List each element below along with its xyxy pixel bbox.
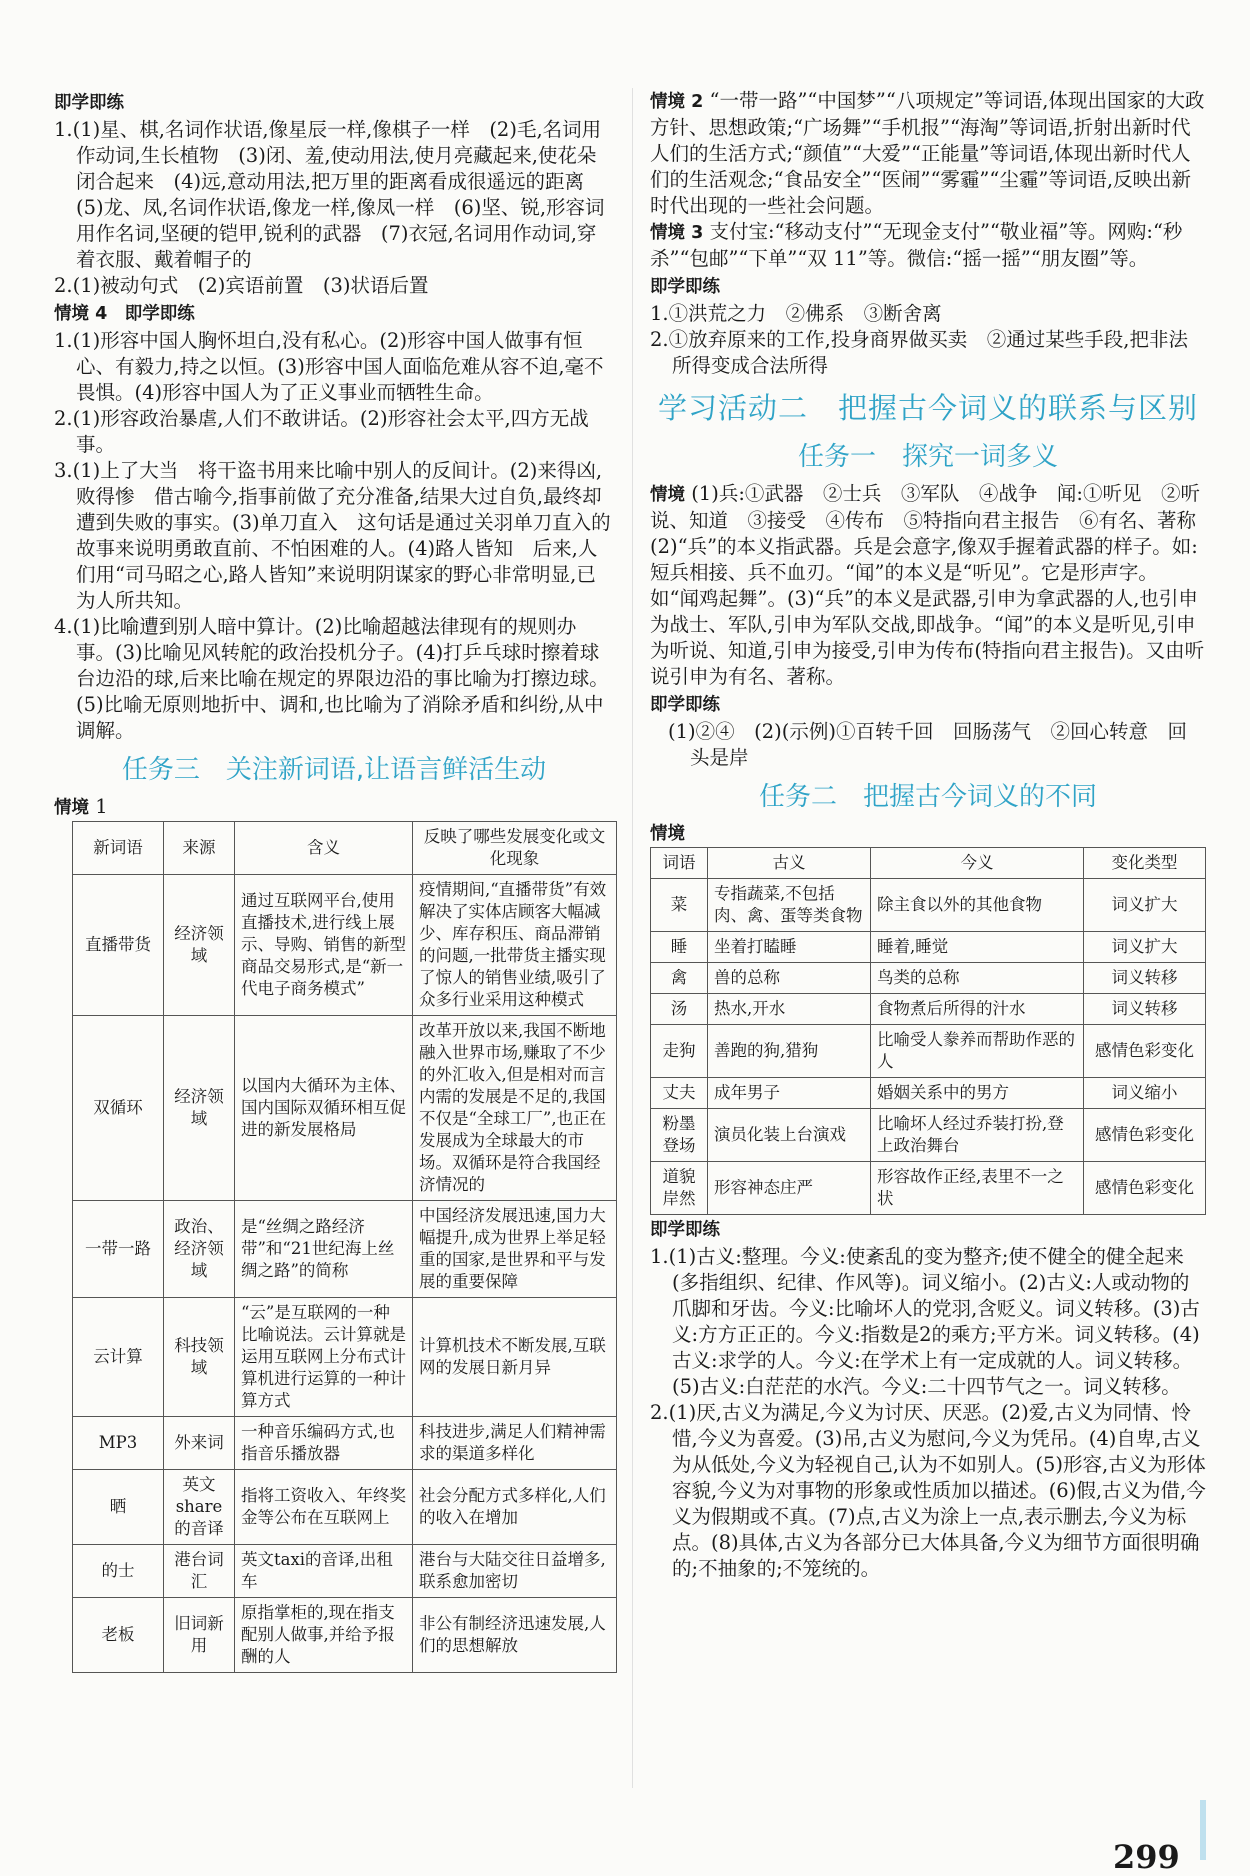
header-cell: 古义 xyxy=(708,848,871,879)
header-cell: 来源 xyxy=(164,822,235,875)
table-row xyxy=(73,1598,617,1673)
table-cell: 汤 xyxy=(651,994,708,1025)
activity-2-title: 学习活动二 把握古今词义的联系与区别 xyxy=(657,391,1198,425)
situation-text: (1)兵:①武器 ②士兵 ③军队 ④战争 闻:①听见 ②听说、知道 ③接受 ④传布 ⑤特指向君主报告 ⑥有名、著称 (2)“兵”的本义指武器。兵是会意字,像双手握着武器的样子。如:短兵相接、兵不血刃。“闻”的本义是“听见”。它是形声字。如“闻鸡起舞”。(3)“兵”的本义是武器,引申为拿武器的人,也引申为战士、军队,引申为军队交战,即战争。“闻”的本义是听见,引申为听说、知道,引申为接受,引申为传布(特指向君主报告)。又由听说引申为有名、著称。 xyxy=(650,482,1216,688)
answer-paragraph: 3.(1)上了大当 将干盗书用来比喻中别人的反间计。(2)来得凶,败得惨 借古喻今,指事前做了充分准备,结果大过自负,最终却遭到失败的事实。(3)单刀直入 这句话是通过关羽单刀直入的故事来说明勇敢直前、不怕困难的人。(4)路人皆知 后来,人们用“司马昭之心,路人皆知”来说明阴谋家的野心非常明显,已为人所共知。 xyxy=(54,459,611,612)
answer-paragraph: 1.①洪荒之力 ②佛系 ③断舍离 xyxy=(650,302,942,325)
table-cell: 睡 xyxy=(651,932,708,963)
table-cell: 是“丝绸之路经济带”和“21世纪海上丝绸之路”的简称 xyxy=(235,1201,413,1298)
situation-label: 情境 xyxy=(54,798,89,818)
answer-paragraph: 2.(1)形容政治暴虐,人们不敢讲话。(2)形容社会太平,四方无战事。 xyxy=(54,407,589,456)
situation-paragraph xyxy=(650,481,1216,690)
table-cell: 成年男子 xyxy=(708,1078,871,1109)
header-cell: 词语 xyxy=(651,848,708,879)
table-cell: 粉墨登场 xyxy=(651,1109,708,1162)
table-cell: 经济领域 xyxy=(164,1016,235,1201)
table-cell: 社会分配方式多样化,人们的收入在增加 xyxy=(413,1470,617,1545)
practice-heading-2: 即学即练 xyxy=(650,277,720,297)
task-3-title: 任务三 关注新词语,让语言鲜活生动 xyxy=(121,755,547,785)
table-cell: 一带一路 xyxy=(73,1201,164,1298)
table-cell: 鸟类的总称 xyxy=(871,963,1084,994)
word-meaning-table xyxy=(650,847,1206,1215)
table-cell: 走狗 xyxy=(651,1025,708,1078)
left-column xyxy=(54,88,614,1673)
table-cell: 云计算 xyxy=(73,1298,164,1417)
answer-paragraph: (1)②④ (2)(示例)①百转千回 回肠荡气 ②回心转意 回头是岸 xyxy=(668,720,1187,769)
situation-4-heading: 情境 4 即学即练 xyxy=(54,304,195,324)
table-row xyxy=(73,1545,617,1598)
table-cell: 外来词 xyxy=(164,1417,235,1470)
table-cell: 原指掌柜的,现在指支配别人做事,并给予报酬的人 xyxy=(235,1598,413,1673)
table-cell: 一种音乐编码方式,也指音乐播放器 xyxy=(235,1417,413,1470)
table-cell: 感情色彩变化 xyxy=(1084,1109,1206,1162)
table-cell: MP3 xyxy=(73,1417,164,1470)
table-cell: 直播带货 xyxy=(73,875,164,1016)
table-cell: 词义扩大 xyxy=(1084,932,1206,963)
table-cell: 形容神态庄严 xyxy=(708,1162,871,1215)
table-cell: 菜 xyxy=(651,879,708,932)
table-cell: 形容故作正经,表里不一之状 xyxy=(871,1162,1084,1215)
table-cell: 港台词汇 xyxy=(164,1545,235,1598)
situation-text: “一带一路”“中国梦”“八项规定”等词语,体现出国家的大政方针、思想政策;“广场舞”“手机报”“海淘”等词语,折射出新时代人们的生活方式;“颜值”“大爱”“正能量”等词语,体现出新时代人们的生活观念;“食品安全”“医闹”“雾霾”“尘霾”等词语,反映出新时代出现的一些社会问题。 xyxy=(650,89,1205,217)
table-cell: 的士 xyxy=(73,1545,164,1598)
practice-heading-3: 即学即练 xyxy=(650,695,720,715)
table-cell: 兽的总称 xyxy=(708,963,871,994)
table-cell: 专指蔬菜,不包括肉、禽、蛋等类食物 xyxy=(708,879,871,932)
table-cell: 双循环 xyxy=(73,1016,164,1201)
table-cell: 除主食以外的其他食物 xyxy=(871,879,1084,932)
table-cell: “云”是互联网的一种比喻说法。云计算就是运用互联网上分布式计算机进行运算的一种计算方式 xyxy=(235,1298,413,1417)
table-row xyxy=(651,994,1206,1025)
header-cell: 新词语 xyxy=(73,822,164,875)
table-cell: 词义转移 xyxy=(1084,994,1206,1025)
page-number: 299 xyxy=(1113,1838,1180,1876)
situation-number: 1 xyxy=(95,795,108,818)
table-cell: 以国内大循环为主体、国内国际双循环相互促进的新发展格局 xyxy=(235,1016,413,1201)
right-column xyxy=(650,88,1216,1582)
header-cell: 变化类型 xyxy=(1084,848,1206,879)
table-row xyxy=(73,1417,617,1470)
table-cell: 旧词新用 xyxy=(164,1598,235,1673)
table-cell: 感情色彩变化 xyxy=(1084,1162,1206,1215)
table-cell: 科技领域 xyxy=(164,1298,235,1417)
situation-text: 支付宝:“移动支付”“无现金支付”“敬业福”等。网购:“秒杀”“包邮”“下单”“双 11”等。微信:“摇一摇”“朋友圈”等。 xyxy=(650,220,1183,270)
table-cell: 指将工资收入、年终奖金等公布在互联网上 xyxy=(235,1470,413,1545)
answer-paragraph: 4.(1)比喻遭到别人暗中算计。(2)比喻超越法律现有的规则办事。(3)比喻见风转舵的政治投机分子。(4)打乒乓球时擦着球台边沿的球,后来比喻在规定的界限边沿的事比喻为打擦边球。(5)比喻无原则地折中、调和,也比喻为了消除矛盾和纠纷,从中调解。 xyxy=(54,615,609,742)
answer-paragraph: 1.(1)形容中国人胸怀坦白,没有私心。(2)形容中国人做事有恒心、有毅力,持之以恒。(3)形容中国人面临危难从容不迫,毫不畏惧。(4)形容中国人为了正义事业而牺牲生命。 xyxy=(54,329,604,404)
table-cell: 计算机技术不断发展,互联网的发展日新月异 xyxy=(413,1298,617,1417)
table-row xyxy=(73,1016,617,1201)
header-cell: 含义 xyxy=(235,822,413,875)
table-cell: 晒 xyxy=(73,1470,164,1545)
table-cell: 改革开放以来,我国不断地融入世界市场,赚取了不少的外汇收入,但是相对而言内需的发展是不足的,我国不仅是“全球工厂”,也正在发展成为全球最大的市场。双循环是符合我国经济情况的 xyxy=(413,1016,617,1201)
table-row xyxy=(73,1201,617,1298)
table-cell: 政治、经济领域 xyxy=(164,1201,235,1298)
situation-label: 情境 xyxy=(650,824,685,844)
table-row xyxy=(651,1109,1206,1162)
situation-label: 情境 3 xyxy=(650,223,704,243)
table-cell: 老板 xyxy=(73,1598,164,1673)
answer-paragraph: 2.(1)厌,古义为满足,今义为讨厌、厌恶。(2)爱,古义为同情、怜惜,今义为喜爱。(3)吊,古义为慰问,今义为凭吊。(4)自卑,古义为从低处,今义为轻视自己,认为不如别人。(5)形容,古义为形体容貌,今义为对事物的形象或性质加以描述。(6)假,古义为借,今义为假期或不真。(7)点,古义为涂上一点,表示删去,今义为标点。(8)具体,古义为各部分已大体具备,今义为细节方面很明确的;不抽象的;不笼统的。 xyxy=(650,1401,1206,1580)
table-row xyxy=(651,879,1206,932)
table-cell: 比喻受人豢养而帮助作恶的人 xyxy=(871,1025,1084,1078)
answer-paragraph: 2.①放弃原来的工作,投身商界做买卖 ②通过某些手段,把非法所得变成合法所得 xyxy=(650,328,1189,377)
situation-label: 情境 xyxy=(650,485,685,505)
answer-paragraph: 2.(1)被动句式 (2)宾语前置 (3)状语后置 xyxy=(54,274,429,297)
table-cell: 词义扩大 xyxy=(1084,879,1206,932)
situation-label: 情境 2 xyxy=(650,92,704,112)
table-cell: 热水,开水 xyxy=(708,994,871,1025)
table-cell: 禽 xyxy=(651,963,708,994)
table-cell: 英文taxi的音译,出租车 xyxy=(235,1545,413,1598)
table-cell: 善跑的狗,猎狗 xyxy=(708,1025,871,1078)
practice-heading-1: 即学即练 xyxy=(54,93,124,113)
table-cell: 英文share的音译 xyxy=(164,1470,235,1545)
table-cell: 睡着,睡觉 xyxy=(871,932,1084,963)
table-cell: 疫情期间,“直播带货”有效解决了实体店顾客大幅减少、库存积压、商品滞销的问题,一批带货主播实现了惊人的销售业绩,吸引了众多行业采用这种模式 xyxy=(413,875,617,1016)
table-row xyxy=(651,1025,1206,1078)
table-cell: 丈夫 xyxy=(651,1078,708,1109)
table-cell: 通过互联网平台,使用直播技术,进行线上展示、导购、销售的新型商品交易形式,是“新一代电子商务模式” xyxy=(235,875,413,1016)
table-row xyxy=(651,932,1206,963)
header-cell: 反映了哪些发展变化或文化现象 xyxy=(413,822,617,875)
task-1-title: 任务一 探究一词多义 xyxy=(797,442,1058,472)
situation-3-paragraph xyxy=(650,219,1206,272)
table-cell: 词义缩小 xyxy=(1084,1078,1206,1109)
table-cell: 中国经济发展迅速,国力大幅提升,成为世界上举足轻重的国家,是世界和平与发展的重要保障 xyxy=(413,1201,617,1298)
new-words-table xyxy=(72,821,617,1673)
table-cell: 道貌岸然 xyxy=(651,1162,708,1215)
situation-1-label xyxy=(54,794,614,821)
table-cell: 比喻坏人经过乔装打扮,登上政治舞台 xyxy=(871,1109,1084,1162)
table-cell: 食物煮后所得的汁水 xyxy=(871,994,1084,1025)
table-cell: 非公有制经济迅速发展,人们的思想解放 xyxy=(413,1598,617,1673)
table-row xyxy=(651,1078,1206,1109)
answer-paragraph: 1.(1)星、棋,名词作状语,像星辰一样,像棋子一样 (2)毛,名词用作动词,生长植物 (3)闭、羞,使动用法,使月亮藏起来,使花朵闭合起来 (4)远,意动用法,把万里的距离看成很遥远的距离 (5)龙、凤,名词作状语,像龙一样,像凤一样 (6)坚、锐,形容词用作名词,坚硬的铠甲,锐利的武器 (7)衣冠,名词用作动词,穿着衣服、戴着帽子的 xyxy=(54,118,605,271)
situation-2-paragraph xyxy=(650,88,1206,219)
table-cell: 科技进步,满足人们精神需求的渠道多样化 xyxy=(413,1417,617,1470)
table-row xyxy=(73,1470,617,1545)
table-row xyxy=(73,1298,617,1417)
practice-heading-4: 即学即练 xyxy=(650,1220,720,1240)
task-2-title: 任务二 把握古今词义的不同 xyxy=(758,782,1097,812)
table-cell: 感情色彩变化 xyxy=(1084,1025,1206,1078)
header-cell: 今义 xyxy=(871,848,1084,879)
answer-paragraph: 1.(1)古义:整理。今义:使紊乱的变为整齐;使不健全的健全起来(多指组织、纪律、作风等)。词义缩小。(2)古义:人或动物的爪脚和牙齿。今义:比喻坏人的党羽,含贬义。词义转移。(3)古义:方方正正的。今义:指数是2的乘方;平方米。词义转移。(4)古义:求学的人。今义:在学术上有一定成就的人。词义转移。(5)古义:白茫茫的水汽。今义:二十四节气之一。词义转移。 xyxy=(650,1245,1200,1398)
table-row xyxy=(651,1162,1206,1215)
table-header-row xyxy=(73,822,617,875)
table-row xyxy=(73,875,617,1016)
table-cell: 婚姻关系中的男方 xyxy=(871,1078,1084,1109)
table-cell: 坐着打瞌睡 xyxy=(708,932,871,963)
table-cell: 演员化装上台演戏 xyxy=(708,1109,871,1162)
table-cell: 词义转移 xyxy=(1084,963,1206,994)
table-cell: 港台与大陆交往日益增多,联系愈加密切 xyxy=(413,1545,617,1598)
table-row xyxy=(651,963,1206,994)
column-divider xyxy=(632,88,633,1788)
table-header-row xyxy=(651,848,1206,879)
table-cell: 经济领域 xyxy=(164,875,235,1016)
page-edge-bar xyxy=(1200,1800,1206,1860)
